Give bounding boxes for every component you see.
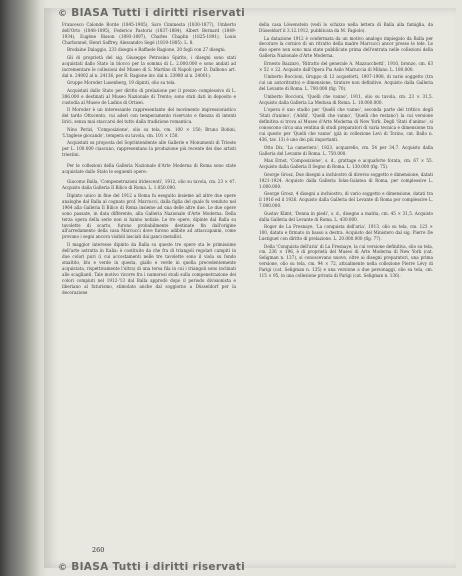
- paragraph: Per le collezioni della Galleria Nazionale d'Arte Moderna di Roma sono state acquistate dallo Stato le seguenti opere:: [62, 162, 236, 174]
- paragraph: Dipinto unico in fine del 1912 a Roma fu eseguito insieme ad altre due opere analoghe dal Balla al cognato prof. Marcucci, dalla figlia del quale fu venduto nel 1964 alla Galleria Il Bilico di Roma insieme ad una delle altre due. Le due opere sono passate, in data differente, alla Galleria Nazionale d'Arte Moderna. Della terza opera della serie non si hanno notizie. Le tre opere, dipinte dal Balla su tavolette di scarto, furono probabilmente destinate fin dall'origine all'arredamento della casa Marcucci dove furono adibite ad attaccapanni, come provano i segni ancora visibili lasciati dai ganci metallici.: [62, 192, 236, 240]
- paragraph: Acquistati su proposta del Soprintendente alle Gallerie e Monumenti di Trieste per L. 100.000 ciascuno, rappresentano la produzione più recente dei due artisti triestini.: [62, 140, 236, 158]
- watermark-text: BIASA Tutti i diritti riservati: [71, 561, 246, 573]
- paragraph: Gli di proprietà del sig. Giuseppe Petrosino Spirito, i disegni sono stati acquistati dallo Stato in blocco per la somma di L. 2.000.000 e sono andati ad incrementare le collezioni del Museo di S. Martino di Napoli (per D. Dalbono art. dal n. 24002 al n. 24136, per R. Ragione inv. dal n. 23980 al n. 24001).: [62, 54, 236, 78]
- paragraph: Brodaine Dalaggio, 233 disegni e Raffaele Ragione, 20 fogli con 27 disegni.: [67, 47, 226, 53]
- paragraph: Il maggior interesse dipinto da Balla su queste tre opere sta le primissime dell'arte astratta in Italia: è costituito da che fra di triangoli regolari campiti in due colori puri (i cui accostamenti nelle tre tavolette sono il viola su fondo smaltito, blu e verde in questa, giallo e verde in quella precedentemente acquistata, rispettivamente l'ultra) di una tersa fila in cui i triangoli sono inclinati alle scaglianti. Tale motivo ricorre fra i numerosi studi sulla compenetrazione dei colori compiuti nel 1912-'13 dal Balla approdò dopo il periodo divisionista e liberiano al futurismo, stimolato anche dal soggiorno a Düsseldorf per la decorazione: [62, 241, 236, 295]
- right-column: [259, 22, 433, 281]
- paragraph: Il Moroder è un interessante rappresentante del movimento impressionistico del tardo Ottocento, cui aderì con temperamento riservato e finezza di intenti lirici, senza mai staccarsi del tutto dalla tradizione romantica.: [62, 107, 236, 125]
- paragraph: L'opera è uno studio per 'Quelli che vanno', seconda parte del trittico degli 'Stati d'animo', ('Addii', 'Quelli che vanno', 'Quelli che restano') la cui versione definitiva si trova al Museo d'Arte Moderna di New York. Degli 'Stati d'animo', si conoscono circa una ventina di studi preparatori di varia tecnica e dimensione tra cui questo per 'Quelli che vanno' (già in collezione Levi di Torino, cat. Ballo n. 436, tav. 13) è uno dei più importanti.: [259, 107, 433, 143]
- paragraph: Umberto Boccioni, Gruppo di 12 acqueforti, 1907-1908, di vario soggetto (tra cui un autoritratto) e dimensione, tirature non definitive. Acquisto dalla Galleria del Levante di Roma. L. 700.000 (fig. 70).: [259, 74, 433, 92]
- paragraph: Giacomo Balla, 'Compenetrazioni iridescenti', 1912, olio su tavola, cm. 23 × 47. Acquisto dalla Galleria Il Bilico di Roma. L. 1.850.000.: [62, 179, 236, 191]
- paragraph: Della 'Conquista dell'aria' di La Fresnaye, la cui versione definitiva, olio su tela, cm. 236 × 196, è di proprietà del Museo di Arte Moderna di New York (cat. Seligman n. 137), si conoscevano nuove, oltre ai disegni preparatori, una prima versione, olio su tela, cm. 94 × 72, attualmente nella collezione Pierre Lévy di Parigi (cat. Seligman n. 135) e una versione a due personaggi, olio su tela, cm. 115 × 95, in una collezione privata di Parigi (cat. Seligman n. 136).: [259, 243, 433, 279]
- paragraph: Umberto Boccioni, 'Quelli che vanno', 1911, olio su tavola, cm. 23 × 31,5. Acquisto dalla Galleria La Medusa di Roma. L. 18.000.000.: [259, 93, 433, 105]
- paragraph: Francesco Calonde Borde (1845-1905), Saro Ciminesta (1830-1877), Umberto dell'Orto (1848-1895), Federico Pastoris (1837-1884), Albert Bernard (1849-1934), Eugène Bisson (1893-1897), Charles Chaplin (1825-1891), Louis Charbonnel, Henri Saffrey, Alessandro Segé (1819-1885). L. 8.: [62, 22, 236, 45]
- paragraph: George Grosz, 4 disegni a inchiostro, di vario soggetto e dimensione, datati tra il 1916 ed il 1926. Acquisto dalla Galleria del Levante di Roma per complessive L. 7.000.000.: [259, 191, 433, 209]
- left-column: [62, 22, 236, 297]
- paragraph: Gustav Klimt, 'Donna in piedi', s. d., disegno a matita, cm. 45 × 31,5. Acquisto dalla Galleria del Levante di Roma. L. 430.000.: [259, 210, 433, 222]
- paragraph: Gruppe Moroder Lusenberg, 19 dipinti, olio su tela.: [67, 80, 176, 86]
- watermark-top: [58, 6, 246, 21]
- paragraph: Roger de La Fresnaye, 'La conquista dell'aria', 1913, olio su tela, cm. 123 × 100, datato e firmato in basso a destra. Acquisto del Ministero dal sig. Pierre De Lustiguet con diritto di prelazione. L. 20.000.000 (fig. 77).: [259, 224, 433, 241]
- document-page: [44, 7, 456, 573]
- copyright-icon: ©: [58, 563, 68, 573]
- paragraph: Ernesto Bazzaro, 'Ritratto del generale A. Mazzucchetti', 1910, bronzo, cm. 63 × 52 × 22. Acquisto dall'Opera Pia Asilo Mariuccia di Milano. L. 180.000.: [259, 60, 433, 72]
- paragraph: Acquistati dallo Stato per diritto di prelazione per il prezzo complessivo di L. 386.000 e destinati al Museo Nazionale di Trento; sono stati dati in deposito e custodia al Museo de Ladins di Ortisei.: [62, 87, 236, 105]
- paragraph: Otto Dix, 'La cameriera', 1923, acquarello, cm. 54 per 34,7. Acquisto dalla Galleria del Levante di Roma. L. 750.000.: [259, 144, 433, 156]
- copyright-icon: ©: [58, 9, 68, 19]
- paragraph: della casa Löwenstein (vedi lo schizzo nella lettera di Balla alla famiglia, da Düsseldorf il 3.12.1912, pubblicata da M. Fagiolo).: [259, 22, 433, 33]
- paragraph: La datazione 1912 è confermata da un motivo analogo impiegato da Balla per decorare la cornice di un ritratto della madre Marcucci ancor presso le tele. Le due opere non sono mai state pubblicate prima dell'entrata nelle collezioni della Galleria Nazionale d'Arte Moderna.: [259, 35, 433, 59]
- paragraph: George Grosz, Due disegni a inchiostro di diverso soggetto e dimensione, datati 1921-1924. Acquisto dalla Galleria Iolas-Galatea di Roma, per complessive L. 1.000.000.: [259, 171, 433, 189]
- paragraph: Max Ernst, 'Composizione', s. d., grattage e acquaforte forata, cm. 67 × 55. Acquisto dalla Galleria Il Segno di Roma. L. 130.000 (fig. 75).: [259, 158, 433, 170]
- watermark-bottom: [58, 560, 246, 575]
- watermark-text: BIASA Tutti i diritti riservati: [71, 7, 246, 19]
- page-number: 260: [92, 546, 105, 554]
- paragraph: Nino Perizi, 'Composizione', olio su tela, cm. 100 × 150; Bruno Bobini, 'L'inglese giocando', tempera su tavola, cm. 101 × 150.: [62, 126, 236, 138]
